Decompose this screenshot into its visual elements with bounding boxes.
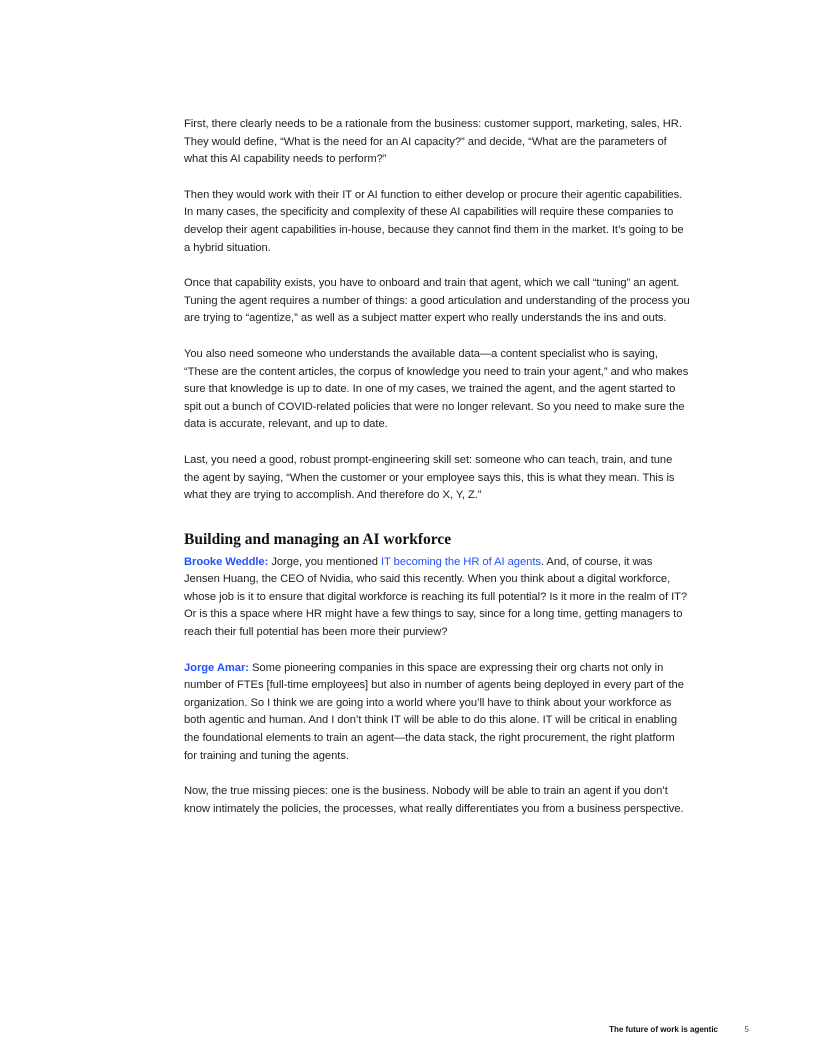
speaker-jorge-amar: Jorge Amar: (184, 661, 249, 674)
link-it-hr-ai-agents[interactable]: IT becoming the HR of AI agents (380, 555, 541, 568)
paragraph-jorge (184, 660, 690, 766)
footer-title: The future of work is agentic (609, 1025, 718, 1034)
paragraph-data-specialist: You also need someone who understands the available data—a content specialist who is saying, “These are the content articles, the corpus of knowledge you need to train your agent,” and who makes sure that knowledge is up to date. In one of my cases, we trained the agent, and the agent started to spit out a bunch of COVID-related policies that were no longer relevant. So you need to make sure the data is accurate, relevant, and up to date. (184, 347, 689, 431)
paragraph-it-function: Then they would work with their IT or AI function to either develop or procure their agentic capabilities. In many cases, the specificity and complexity of these AI capabilities will require these companies to develop their agent capabilities in-house, because they cannot find them in the market. It’s going to be a hybrid situation. (184, 188, 684, 254)
paragraph-brooke (184, 554, 690, 642)
page-footer (0, 1025, 816, 1039)
section-heading: Building and managing an AI workforce (184, 530, 452, 548)
brooke-text-end: . And, of course, it was Jensen Huang, the CEO of Nvidia, who said this recently. When you think about a digital workforce, whose job is it to ensure that digital workforce is reaching its full potential? Is it more in the realm of IT? Or is this a space where HR might have a few things to say, since for a long time, getting managers to reach their full potential has been more their purview? (184, 555, 688, 639)
paragraph-closing: Now, the true missing pieces: one is the business. Nobody will be able to train an agent if you don’t know intimately the policies, the processes, what really differentiates you from a business perspective. (184, 785, 684, 815)
speaker-brooke-weddle: Brooke Weddle: (184, 555, 269, 568)
brooke-text-start: Jorge, you mentioned (268, 555, 381, 568)
jorge-text: Some pioneering companies in this space are expressing their org charts not only in number of FTEs [full-time employees] but also in number of agents being deployed in every part of the organization. So I think we are going into a world where you’ll have to think about your workforce as both agentic and human. And I don’t think IT will be able to do this alone. IT will be critical in enabling the foundational elements to train an agent—the data stack, the right procurement, the right platform for training and tuning the agents. (184, 661, 684, 762)
page-number: 5 (744, 1025, 749, 1034)
article-body (184, 116, 690, 836)
paragraph-rationale: First, there clearly needs to be a rationale from the business: customer support, marketing, sales, HR. They would define, “What is the need for an AI capacity?” and decide, “What are the parameters of what this AI capability needs to perform?” (184, 118, 682, 166)
paragraph-prompt-engineering: Last, you need a good, robust prompt-engineering skill set: someone who can teach, train, and tune the agent by saying, “When the customer or your employee says this, this is what they mean. This is what they are trying to accomplish. And therefore do X, Y, Z.” (184, 453, 675, 502)
paragraph-tuning: Once that capability exists, you have to onboard and train that agent, which we call “tuning” an agent. Tuning the agent requires a number of things: a good articulation and understanding of the process you are trying to “agentize,” as well as a subject matter expert who really understands the ins and outs. (184, 277, 690, 325)
